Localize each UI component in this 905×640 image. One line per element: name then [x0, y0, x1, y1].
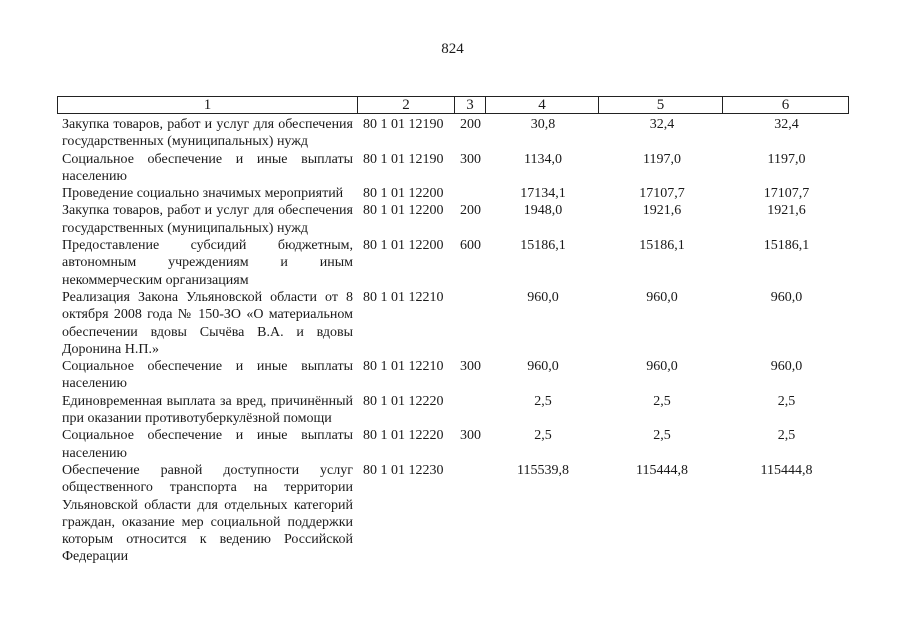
row-expense-type: 200	[460, 203, 481, 219]
row-value-col4: 30,8	[530, 117, 556, 132]
row-value-col5: 1197,0	[643, 151, 681, 167]
row-name: Единовременная выплата за вред, причинённый при оказании противотуберкулёзной помощи	[62, 393, 353, 427]
row-name: Предоставление субсидий бюджетным, автономным учреждениям и иным некоммерческим организациям	[62, 238, 353, 288]
row-name: Закупка товаров, работ и услуг для обеспечения государственных (муниципальных) нужд	[62, 117, 353, 150]
row-code: 80 1 01 12230	[363, 462, 444, 478]
column-header-1: 1	[58, 97, 358, 113]
row-code: 80 1 01 12210	[363, 289, 444, 305]
table-row	[0, 116, 905, 151]
row-value-col5: 115444,8	[636, 462, 688, 478]
row-value-col5: 32,4	[649, 117, 675, 132]
row-name: Реализация Закона Ульяновской области от 8 октября 2008 года № 150-ЗО «О материальном обеспечении вдовы Сычёва В.А. и вдовы Доронина Н.П.»	[62, 289, 353, 357]
row-value-col5: 960,0	[646, 289, 678, 305]
table-row	[0, 358, 905, 393]
row-value-col4: 2,5	[534, 393, 552, 409]
row-value-col6: 2,5	[777, 393, 796, 409]
row-value-col6: 115444,8	[760, 462, 813, 478]
row-name: Социальное обеспечение и иные выплаты населению	[62, 428, 353, 461]
row-name: Закупка товаров, работ и услуг для обеспечения государственных (муниципальных) нужд	[62, 203, 353, 236]
column-header-4: 4	[486, 97, 599, 113]
row-value-col4: 17134,1	[520, 186, 566, 202]
row-value-col6: 2,5	[777, 428, 796, 444]
row-value-col5: 15186,1	[639, 238, 685, 254]
row-value-col6: 960,0	[770, 289, 803, 305]
table-column-header	[57, 96, 849, 114]
table-row	[0, 289, 905, 358]
row-expense-type: 300	[460, 428, 481, 444]
row-code: 80 1 01 12200	[363, 238, 444, 254]
row-value-col6: 15186,1	[763, 238, 810, 254]
row-value-col5: 960,0	[646, 359, 678, 375]
row-expense-type: 300	[460, 151, 481, 167]
row-expense-type: 200	[460, 117, 481, 132]
table-row	[0, 393, 905, 428]
table-row	[0, 237, 905, 289]
row-value-col6: 1197,0	[767, 151, 806, 167]
column-header-2: 2	[358, 97, 455, 113]
column-header-3: 3	[455, 97, 486, 113]
row-code: 80 1 01 12190	[363, 151, 444, 167]
row-value-col5: 2,5	[653, 428, 671, 444]
row-value-col4: 960,0	[527, 359, 559, 375]
row-value-col6: 1921,6	[767, 203, 806, 219]
row-code: 80 1 01 12220	[363, 393, 444, 409]
row-value-col5: 1921,6	[642, 203, 682, 219]
row-name: Проведение социально значимых мероприятий	[62, 186, 344, 202]
row-value-col4: 15186,1	[520, 238, 566, 254]
column-header-6: 6	[781, 97, 790, 113]
row-value-col4: 115539,8	[517, 462, 569, 478]
page-number: 824	[441, 41, 464, 57]
column-header-5: 5	[599, 97, 723, 113]
row-value-col5: 17107,7	[639, 186, 685, 202]
table-row	[0, 462, 905, 566]
row-value-col6: 32,4	[774, 117, 799, 132]
row-value-col5: 2,5	[653, 393, 671, 409]
row-name: Социальное обеспечение и иные выплаты населению	[62, 359, 353, 392]
row-value-col6: 960,0	[770, 359, 803, 375]
row-value-col4: 960,0	[527, 289, 559, 305]
table-row	[0, 151, 905, 186]
table-row	[0, 202, 905, 237]
table-row	[0, 185, 905, 202]
row-name: Социальное обеспечение и иные выплаты населению	[62, 151, 353, 184]
row-code: 80 1 01 12200	[363, 186, 444, 202]
table-row	[0, 427, 905, 462]
row-value-col4: 1134,0	[524, 151, 562, 167]
row-expense-type: 300	[460, 359, 481, 375]
row-code: 80 1 01 12220	[363, 428, 444, 444]
row-value-col6: 17107,7	[763, 186, 810, 202]
table-body	[0, 116, 905, 566]
row-name: Обеспечение равной доступности услуг общественного транспорта на территории Ульяновской области для отдельных категорий граждан, оказание мер социальной поддержки которым относится к ведению Российской Федерации	[62, 462, 353, 565]
row-value-col4: 1948,0	[523, 203, 563, 219]
row-expense-type: 600	[460, 238, 481, 254]
row-value-col4: 2,5	[534, 428, 552, 444]
row-code: 80 1 01 12190	[363, 117, 444, 132]
row-code: 80 1 01 12210	[363, 359, 444, 375]
row-code: 80 1 01 12200	[363, 203, 444, 219]
